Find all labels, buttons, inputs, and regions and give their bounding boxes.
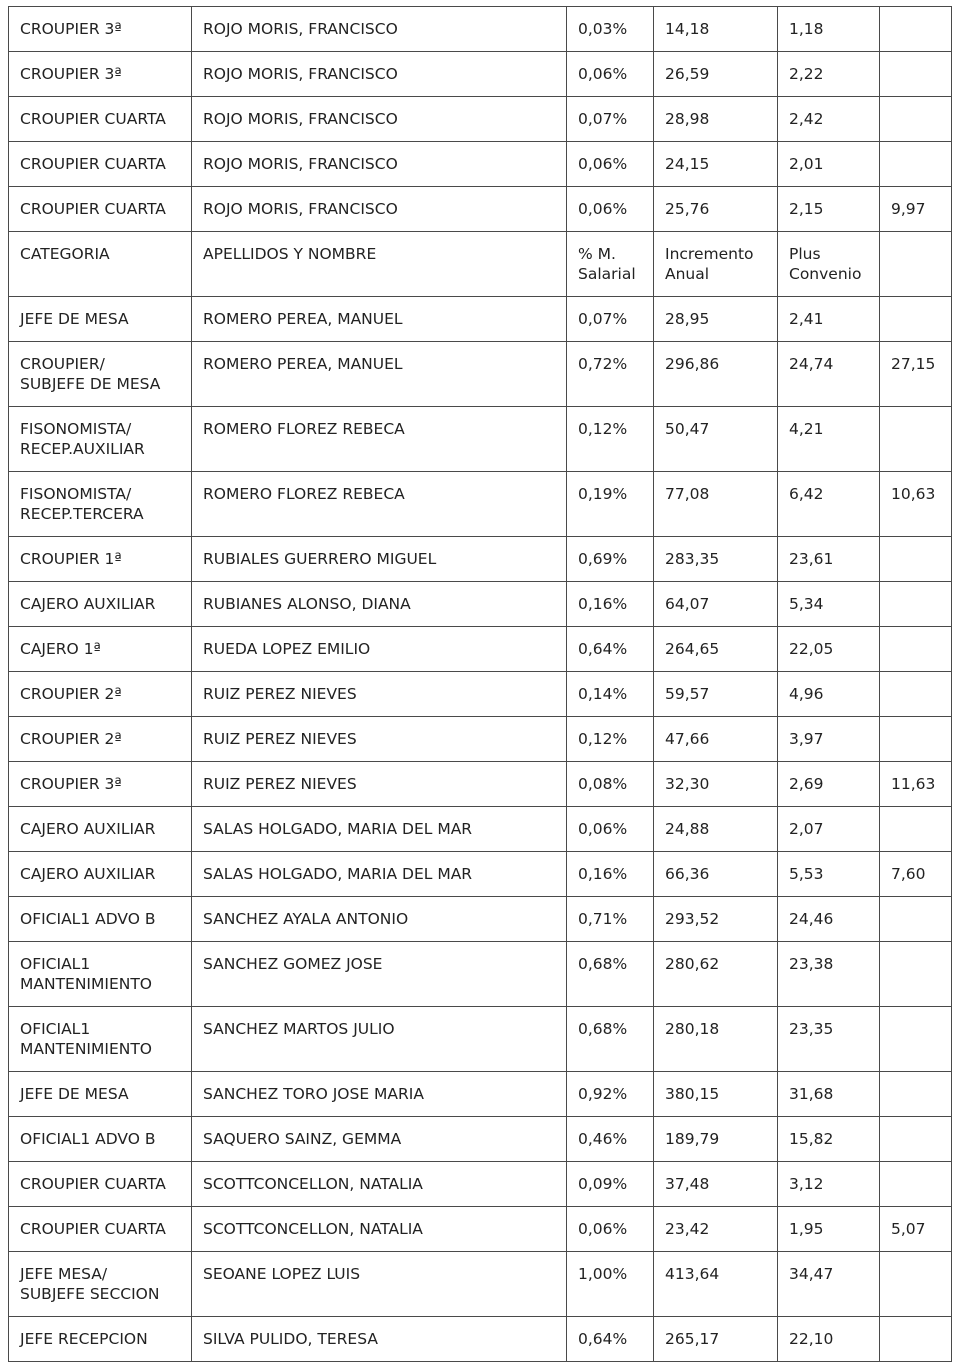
categoria-cell: JEFE DE MESA xyxy=(9,1072,192,1117)
plus-cell: 22,05 xyxy=(778,627,880,672)
plus-cell: 23,38 xyxy=(778,942,880,1007)
table-row xyxy=(9,1207,952,1252)
total-cell xyxy=(880,407,952,472)
total-cell xyxy=(880,582,952,627)
nombre-cell: ROMERO PEREA, MANUEL xyxy=(192,297,567,342)
porcentaje-cell: 0,03% xyxy=(567,7,654,52)
plus-cell: Plus Convenio xyxy=(778,232,880,297)
incremento-cell: 380,15 xyxy=(654,1072,778,1117)
nombre-cell: ROJO MORIS, FRANCISCO xyxy=(192,7,567,52)
plus-cell: 31,68 xyxy=(778,1072,880,1117)
table-row xyxy=(9,1072,952,1117)
table-row xyxy=(9,472,952,537)
table-row xyxy=(9,1117,952,1162)
nombre-cell: APELLIDOS Y NOMBRE xyxy=(192,232,567,297)
total-cell xyxy=(880,297,952,342)
nombre-cell: RUIZ PEREZ NIEVES xyxy=(192,717,567,762)
table-row xyxy=(9,852,952,897)
table-row xyxy=(9,762,952,807)
incremento-cell: 280,18 xyxy=(654,1007,778,1072)
table-row xyxy=(9,97,952,142)
categoria-cell: OFICIAL1 ADVO B xyxy=(9,897,192,942)
porcentaje-cell: 0,71% xyxy=(567,897,654,942)
table-row xyxy=(9,1007,952,1072)
categoria-cell: OFICIAL1 ADVO B xyxy=(9,1117,192,1162)
table-row xyxy=(9,1317,952,1362)
total-cell xyxy=(880,7,952,52)
porcentaje-cell: 0,12% xyxy=(567,717,654,762)
plus-cell: 2,69 xyxy=(778,762,880,807)
porcentaje-cell: 0,06% xyxy=(567,187,654,232)
table-row xyxy=(9,582,952,627)
plus-cell: 2,07 xyxy=(778,807,880,852)
nombre-cell: ROMERO FLOREZ REBECA xyxy=(192,472,567,537)
categoria-cell: CROUPIER CUARTA xyxy=(9,1162,192,1207)
categoria-cell: JEFE DE MESA xyxy=(9,297,192,342)
plus-cell: 5,53 xyxy=(778,852,880,897)
total-cell xyxy=(880,1072,952,1117)
porcentaje-cell: 0,06% xyxy=(567,52,654,97)
table-row xyxy=(9,52,952,97)
total-cell xyxy=(880,942,952,1007)
nombre-cell: SANCHEZ TORO JOSE MARIA xyxy=(192,1072,567,1117)
porcentaje-cell: 0,14% xyxy=(567,672,654,717)
nombre-cell: SANCHEZ AYALA ANTONIO xyxy=(192,897,567,942)
nombre-cell: SEOANE LOPEZ LUIS xyxy=(192,1252,567,1317)
incremento-cell: 23,42 xyxy=(654,1207,778,1252)
table-row xyxy=(9,1252,952,1317)
incremento-cell: 413,64 xyxy=(654,1252,778,1317)
nombre-cell: SCOTTCONCELLON, NATALIA xyxy=(192,1207,567,1252)
total-cell xyxy=(880,1007,952,1072)
table-row xyxy=(9,7,952,52)
plus-cell: 2,41 xyxy=(778,297,880,342)
nombre-cell: RUBIALES GUERRERO MIGUEL xyxy=(192,537,567,582)
nombre-cell: ROJO MORIS, FRANCISCO xyxy=(192,187,567,232)
nombre-cell: ROMERO PEREA, MANUEL xyxy=(192,342,567,407)
plus-cell: 3,12 xyxy=(778,1162,880,1207)
nombre-cell: SCOTTCONCELLON, NATALIA xyxy=(192,1162,567,1207)
incremento-cell: 32,30 xyxy=(654,762,778,807)
porcentaje-cell: 0,07% xyxy=(567,297,654,342)
porcentaje-cell: 0,19% xyxy=(567,472,654,537)
incremento-cell: Incremento Anual xyxy=(654,232,778,297)
plus-cell: 1,95 xyxy=(778,1207,880,1252)
plus-cell: 2,22 xyxy=(778,52,880,97)
plus-cell: 34,47 xyxy=(778,1252,880,1317)
categoria-cell: CROUPIER CUARTA xyxy=(9,97,192,142)
total-cell xyxy=(880,97,952,142)
nombre-cell: SALAS HOLGADO, MARIA DEL MAR xyxy=(192,852,567,897)
total-cell xyxy=(880,897,952,942)
incremento-cell: 265,17 xyxy=(654,1317,778,1362)
nombre-cell: RUIZ PEREZ NIEVES xyxy=(192,672,567,717)
incremento-cell: 189,79 xyxy=(654,1117,778,1162)
table-row xyxy=(9,717,952,762)
porcentaje-cell: 0,06% xyxy=(567,807,654,852)
total-cell: 7,60 xyxy=(880,852,952,897)
categoria-cell: JEFE MESA/ SUBJEFE SECCION xyxy=(9,1252,192,1317)
table-row xyxy=(9,142,952,187)
total-cell: 10,63 xyxy=(880,472,952,537)
plus-cell: 5,34 xyxy=(778,582,880,627)
categoria-cell: OFICIAL1 MANTENIMIENTO xyxy=(9,942,192,1007)
total-cell xyxy=(880,52,952,97)
table-row xyxy=(9,627,952,672)
nombre-cell: ROMERO FLOREZ REBECA xyxy=(192,407,567,472)
total-cell xyxy=(880,1162,952,1207)
salary-table xyxy=(8,6,952,1362)
table-row xyxy=(9,232,952,297)
nombre-cell: SALAS HOLGADO, MARIA DEL MAR xyxy=(192,807,567,852)
total-cell: 27,15 xyxy=(880,342,952,407)
categoria-cell: CAJERO AUXILIAR xyxy=(9,807,192,852)
nombre-cell: RUBIANES ALONSO, DIANA xyxy=(192,582,567,627)
porcentaje-cell: 0,64% xyxy=(567,627,654,672)
table-row xyxy=(9,897,952,942)
porcentaje-cell: 1,00% xyxy=(567,1252,654,1317)
total-cell xyxy=(880,672,952,717)
porcentaje-cell: 0,09% xyxy=(567,1162,654,1207)
total-cell xyxy=(880,1252,952,1317)
plus-cell: 23,61 xyxy=(778,537,880,582)
porcentaje-cell: 0,16% xyxy=(567,582,654,627)
nombre-cell: SANCHEZ MARTOS JULIO xyxy=(192,1007,567,1072)
total-cell xyxy=(880,1117,952,1162)
incremento-cell: 37,48 xyxy=(654,1162,778,1207)
categoria-cell: FISONOMISTA/ RECEP.AUXILIAR xyxy=(9,407,192,472)
salary-table-body xyxy=(9,7,952,1362)
incremento-cell: 66,36 xyxy=(654,852,778,897)
total-cell xyxy=(880,232,952,297)
nombre-cell: SAQUERO SAINZ, GEMMA xyxy=(192,1117,567,1162)
incremento-cell: 25,76 xyxy=(654,187,778,232)
incremento-cell: 28,95 xyxy=(654,297,778,342)
plus-cell: 2,15 xyxy=(778,187,880,232)
porcentaje-cell: 0,46% xyxy=(567,1117,654,1162)
categoria-cell: CAJERO 1ª xyxy=(9,627,192,672)
table-row xyxy=(9,942,952,1007)
nombre-cell: ROJO MORIS, FRANCISCO xyxy=(192,52,567,97)
total-cell: 5,07 xyxy=(880,1207,952,1252)
table-row xyxy=(9,342,952,407)
porcentaje-cell: 0,07% xyxy=(567,97,654,142)
nombre-cell: ROJO MORIS, FRANCISCO xyxy=(192,142,567,187)
categoria-cell: CAJERO AUXILIAR xyxy=(9,852,192,897)
total-cell xyxy=(880,807,952,852)
plus-cell: 2,42 xyxy=(778,97,880,142)
categoria-cell: CROUPIER CUARTA xyxy=(9,1207,192,1252)
categoria-cell: CAJERO AUXILIAR xyxy=(9,582,192,627)
table-row xyxy=(9,1162,952,1207)
porcentaje-cell: 0,06% xyxy=(567,142,654,187)
porcentaje-cell: 0,72% xyxy=(567,342,654,407)
total-cell xyxy=(880,627,952,672)
nombre-cell: SANCHEZ GOMEZ JOSE xyxy=(192,942,567,1007)
porcentaje-cell: 0,08% xyxy=(567,762,654,807)
plus-cell: 4,96 xyxy=(778,672,880,717)
categoria-cell: CROUPIER 3ª xyxy=(9,7,192,52)
incremento-cell: 26,59 xyxy=(654,52,778,97)
total-cell: 9,97 xyxy=(880,187,952,232)
plus-cell: 3,97 xyxy=(778,717,880,762)
table-row xyxy=(9,407,952,472)
categoria-cell: CROUPIER 1ª xyxy=(9,537,192,582)
incremento-cell: 47,66 xyxy=(654,717,778,762)
total-cell xyxy=(880,142,952,187)
categoria-cell: CROUPIER 2ª xyxy=(9,717,192,762)
plus-cell: 4,21 xyxy=(778,407,880,472)
table-row xyxy=(9,187,952,232)
plus-cell: 2,01 xyxy=(778,142,880,187)
plus-cell: 24,74 xyxy=(778,342,880,407)
plus-cell: 22,10 xyxy=(778,1317,880,1362)
total-cell: 11,63 xyxy=(880,762,952,807)
incremento-cell: 14,18 xyxy=(654,7,778,52)
plus-cell: 23,35 xyxy=(778,1007,880,1072)
incremento-cell: 77,08 xyxy=(654,472,778,537)
plus-cell: 24,46 xyxy=(778,897,880,942)
porcentaje-cell: 0,68% xyxy=(567,942,654,1007)
table-row xyxy=(9,807,952,852)
incremento-cell: 24,88 xyxy=(654,807,778,852)
categoria-cell: CROUPIER CUARTA xyxy=(9,187,192,232)
categoria-cell: FISONOMISTA/ RECEP.TERCERA xyxy=(9,472,192,537)
categoria-cell: CROUPIER 2ª xyxy=(9,672,192,717)
incremento-cell: 64,07 xyxy=(654,582,778,627)
categoria-cell: CROUPIER/ SUBJEFE DE MESA xyxy=(9,342,192,407)
categoria-cell: CROUPIER 3ª xyxy=(9,52,192,97)
plus-cell: 1,18 xyxy=(778,7,880,52)
porcentaje-cell: 0,68% xyxy=(567,1007,654,1072)
total-cell xyxy=(880,1317,952,1362)
porcentaje-cell: 0,16% xyxy=(567,852,654,897)
porcentaje-cell: 0,92% xyxy=(567,1072,654,1117)
porcentaje-cell: 0,06% xyxy=(567,1207,654,1252)
total-cell xyxy=(880,537,952,582)
nombre-cell: SILVA PULIDO, TERESA xyxy=(192,1317,567,1362)
categoria-cell: CROUPIER 3ª xyxy=(9,762,192,807)
categoria-cell: CATEGORIA xyxy=(9,232,192,297)
incremento-cell: 280,62 xyxy=(654,942,778,1007)
table-row xyxy=(9,537,952,582)
categoria-cell: OFICIAL1 MANTENIMIENTO xyxy=(9,1007,192,1072)
plus-cell: 15,82 xyxy=(778,1117,880,1162)
table-row xyxy=(9,297,952,342)
incremento-cell: 293,52 xyxy=(654,897,778,942)
porcentaje-cell: 0,64% xyxy=(567,1317,654,1362)
plus-cell: 6,42 xyxy=(778,472,880,537)
incremento-cell: 59,57 xyxy=(654,672,778,717)
porcentaje-cell: % M. Salarial xyxy=(567,232,654,297)
incremento-cell: 28,98 xyxy=(654,97,778,142)
categoria-cell: JEFE RECEPCION xyxy=(9,1317,192,1362)
incremento-cell: 296,86 xyxy=(654,342,778,407)
total-cell xyxy=(880,717,952,762)
incremento-cell: 264,65 xyxy=(654,627,778,672)
incremento-cell: 283,35 xyxy=(654,537,778,582)
incremento-cell: 24,15 xyxy=(654,142,778,187)
porcentaje-cell: 0,69% xyxy=(567,537,654,582)
categoria-cell: CROUPIER CUARTA xyxy=(9,142,192,187)
nombre-cell: RUEDA LOPEZ EMILIO xyxy=(192,627,567,672)
table-row xyxy=(9,672,952,717)
porcentaje-cell: 0,12% xyxy=(567,407,654,472)
incremento-cell: 50,47 xyxy=(654,407,778,472)
nombre-cell: RUIZ PEREZ NIEVES xyxy=(192,762,567,807)
nombre-cell: ROJO MORIS, FRANCISCO xyxy=(192,97,567,142)
